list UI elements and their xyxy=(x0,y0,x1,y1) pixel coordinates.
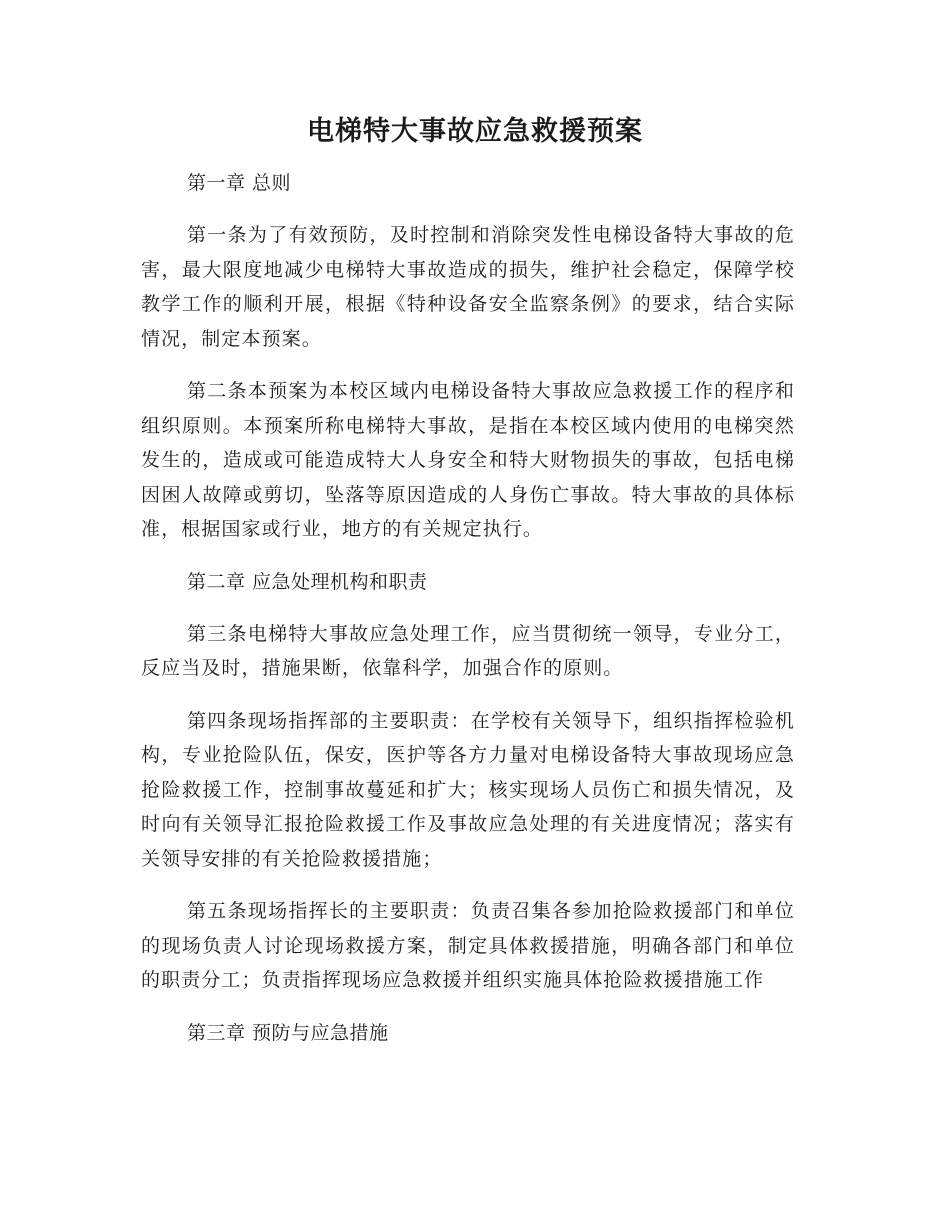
document-title: 电梯特大事故应急救援预案 xyxy=(307,116,643,147)
article-1: 第一条为了有效预防，及时控制和消除突发性电梯设备特大事故的危害，最大限度地减少电梯特大事故造成的损失，维护社会稳定，保障学校教学工作的顺利开展，根据《特种设备安全监察条例》的要求，结合实际情况，制定本预案。 xyxy=(141,224,795,350)
article-4: 第四条现场指挥部的主要职责：在学校有关领导下，组织指挥检验机构，专业抢险队伍，保安，医护等各方力量对电梯设备特大事故现场应急抢险救援工作，控制事故蔓延和扩大；核实现场人员伤亡和损失情况，及时向有关领导汇报抢险救援工作及事故应急处理的有关进度情况；落实有关领导安排的有关抢险救援措施； xyxy=(141,709,795,870)
document-body xyxy=(141,166,795,1068)
chapter-3-heading: 第三章 预防与应急措施 xyxy=(187,1021,389,1044)
article-2: 第二条本预案为本校区域内电梯设备特大事故应急救援工作的程序和组织原则。本预案所称电梯特大事故，是指在本校区域内使用的电梯突然发生的，造成或可能造成特大人身安全和特大财物损失的事故，包括电梯因困人故障或剪切，坠落等原因造成的人身伤亡事故。特大事故的具体标准，根据国家或行业，地方的有关规定执行。 xyxy=(141,380,795,540)
chapter-2-heading: 第二章 应急处理机构和职责 xyxy=(187,570,428,593)
article-5: 第五条现场指挥长的主要职责：负责召集各参加抢险救援部门和单位的现场负责人讨论现场救援方案，制定具体救援措施，明确各部门和单位的职责分工；负责指挥现场应急救援并组织实施具体抢险救援措施工作 xyxy=(141,900,795,991)
chapter-1-heading: 第一章 总则 xyxy=(187,172,292,194)
article-3: 第三条电梯特大事故应急处理工作，应当贯彻统一领导，专业分工，反应当及时，措施果断，依靠科学，加强合作的原则。 xyxy=(141,622,795,679)
